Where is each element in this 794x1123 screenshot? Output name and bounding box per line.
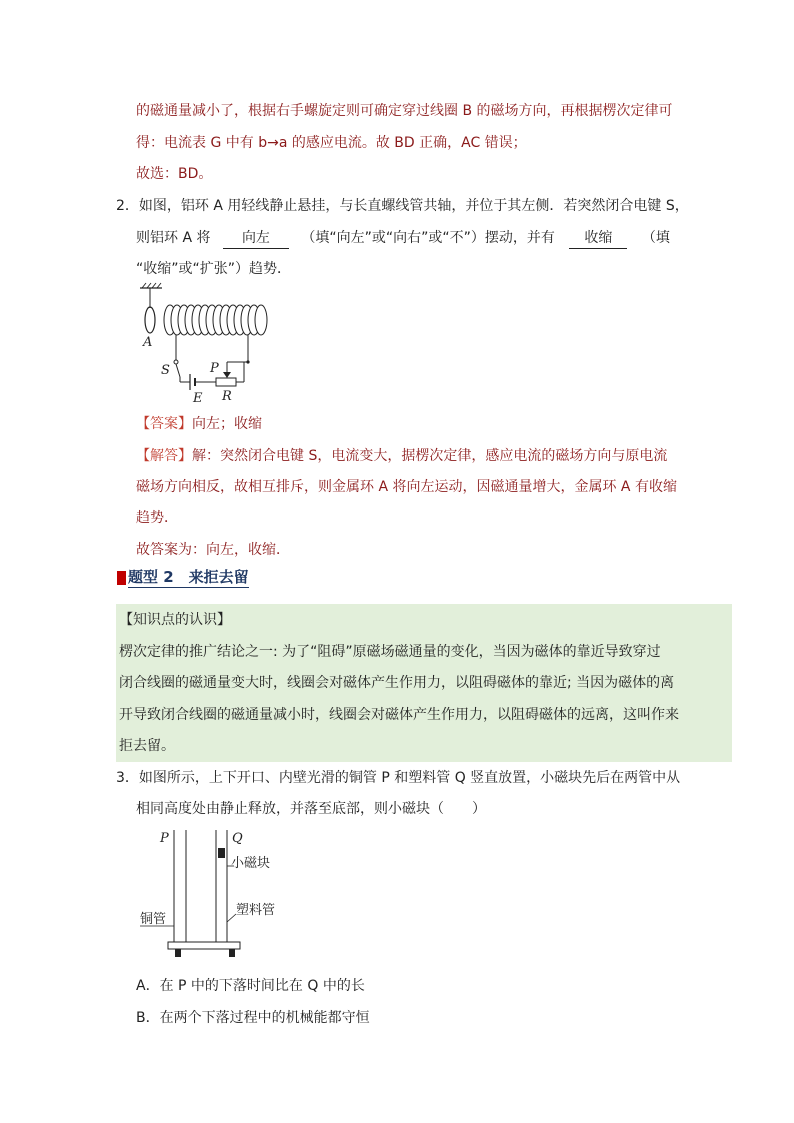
prev-solution-line-1: 的磁通量减小了，根据右手螺旋定则可确定穿过线圈 B 的磁场方向，再根据楞次定律可 — [136, 103, 673, 119]
q2-analysis-line-1 — [136, 446, 667, 466]
analysis-text-1: 解：突然闭合电键 S，电流变大，据楞次定律，感应电流的磁场方向与原电流 — [192, 448, 668, 464]
prev-solution-line-3: 故选：BD。 — [136, 166, 213, 182]
prev-solution-line-2: 得：电流表 G 中有 b→a 的感应电流。故 BD 正确，AC 错误； — [136, 135, 527, 151]
q3-label-copper-tube: 铜管 — [140, 912, 167, 927]
q2-stem-line-2 — [136, 228, 670, 249]
q2-blank-2: 收缩 — [569, 228, 627, 249]
q2-stem-line-1: 2．如图，铝环 A 用轻线静止悬挂，与长直螺线管共轴，并位于其左侧．若突然闭合电键 S， — [116, 198, 689, 214]
q2-stem-text-1: 则铝环 A 将 — [136, 230, 211, 246]
q2-label-p: P — [210, 361, 219, 376]
q2-label-r: R — [222, 389, 232, 404]
q2-final-answer: 故答案为：向左，收缩． — [136, 542, 290, 558]
q2-solenoid-figure — [136, 282, 272, 404]
q3-label-p: P — [160, 831, 169, 846]
q2-answer — [136, 414, 262, 434]
knowledge-line-1: 楞次定律的推广结论之一: 为了“阻碍”原磁场磁通量的变化，当因为磁体的靠近导致穿过 — [119, 644, 661, 660]
q2-label-s: S — [161, 363, 170, 378]
q3-option-a: A．在 P 中的下落时间比在 Q 中的长 — [136, 978, 365, 994]
section-marker — [117, 571, 126, 585]
q3-option-b: B．在两个下落过程中的机械能都守恒 — [136, 1010, 370, 1026]
q3-stem-line-2: 相同高度处由静止释放，并落至底部，则小磁块（ ） — [136, 801, 486, 817]
answer-tag: 【答案】 — [136, 416, 192, 432]
q3-label-plastic-tube: 塑料管 — [236, 903, 276, 918]
q2-analysis-line-2: 磁场方向相反，故相互排斥，则金属环 A 将向左运动，因磁通量增大，金属环 A 有收缩 — [136, 479, 677, 495]
knowledge-line-2: 闭合线圈的磁通量变大时，线圈会对磁体产生作用力，以阻碍磁体的靠近; 当因为磁体的离 — [119, 675, 675, 691]
q2-stem-text-2: （填“向左”或“向右”或“不”）摆动，并有 — [301, 230, 555, 246]
answer-text: 向左；收缩 — [192, 416, 262, 432]
q2-label-e: E — [193, 391, 203, 404]
q3-stem-line-1: 3．如图所示，上下开口、内壁光滑的铜管 P 和塑料管 Q 竖直放置，小磁块先后在两管中从 — [116, 770, 681, 786]
q2-label-a: A — [143, 335, 153, 350]
q3-label-q: Q — [232, 831, 243, 846]
q3-tubes-figure — [138, 826, 288, 962]
knowledge-line-3: 开导致闭合线圈的磁通量减小时，线圈会对磁体产生作用力，以阻碍磁体的远离，这叫作来 — [119, 707, 679, 723]
knowledge-line-4: 拒去留。 — [119, 738, 175, 754]
q2-analysis-line-3: 趋势． — [136, 510, 178, 526]
q2-blank-1: 向左 — [223, 228, 289, 249]
analysis-tag: 【解答】 — [136, 448, 192, 464]
q3-label-magnet: 小磁块 — [231, 856, 271, 871]
section-title: 题型 2 来拒去留 — [128, 568, 249, 586]
q2-stem-text-3: （填 — [641, 230, 670, 246]
knowledge-heading: 【知识点的认识】 — [119, 612, 231, 628]
q2-stem-line-3: “收缩”或“扩张”）趋势． — [136, 261, 292, 277]
